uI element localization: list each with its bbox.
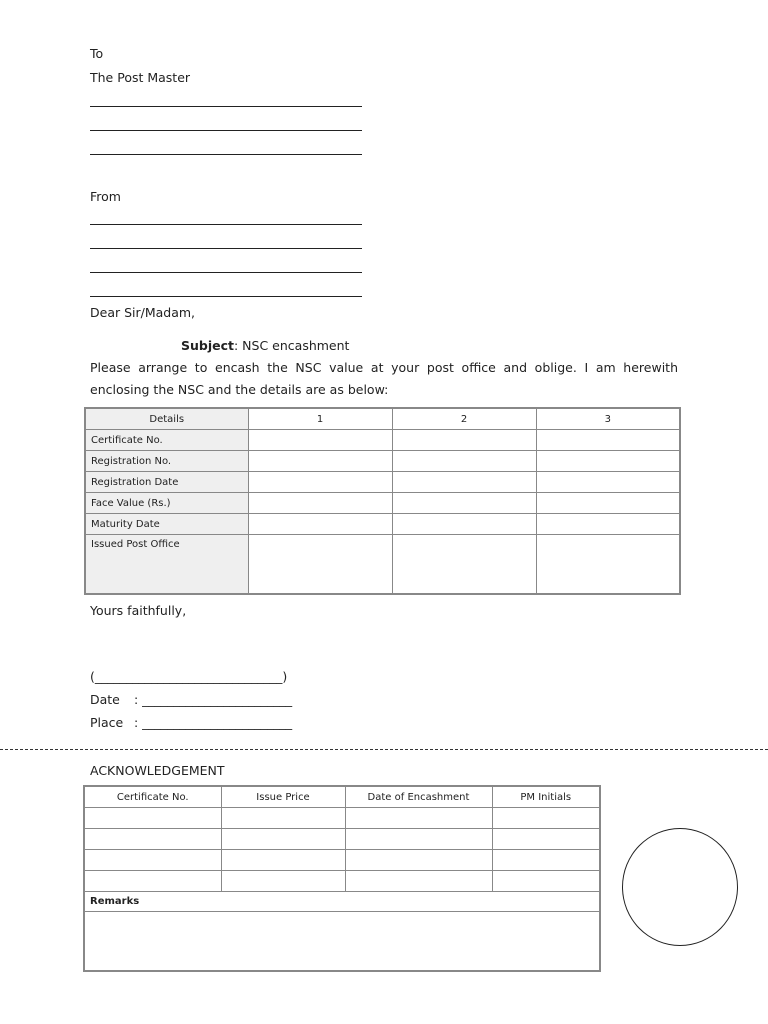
entry-cell[interactable] — [248, 514, 392, 535]
table-row — [85, 472, 680, 493]
entry-cell[interactable] — [392, 493, 536, 514]
table-row — [84, 808, 600, 829]
remarks-label: Remarks — [84, 892, 600, 912]
ack-header-cell: Certificate No. — [84, 786, 221, 808]
details-header-cell: Details — [85, 408, 248, 430]
to-address-line-3 — [90, 154, 362, 155]
details-header-cell: 3 — [536, 408, 680, 430]
place-label: Place — [90, 715, 124, 730]
entry-cell[interactable] — [392, 535, 536, 595]
from-address-line-3 — [90, 272, 362, 273]
ack-header-cell: PM Initials — [492, 786, 600, 808]
entry-cell[interactable] — [536, 514, 680, 535]
acknowledgement-table-header — [84, 786, 600, 808]
entry-cell[interactable] — [392, 514, 536, 535]
entry-cell[interactable] — [492, 850, 600, 871]
row-label: Maturity Date — [85, 514, 248, 535]
entry-cell[interactable] — [84, 829, 221, 850]
entry-cell[interactable] — [392, 472, 536, 493]
place-field[interactable]: : ________________________ — [134, 715, 293, 730]
entry-cell[interactable] — [536, 493, 680, 514]
entry-cell[interactable] — [221, 871, 345, 892]
details-table-header — [85, 408, 680, 430]
to-address-line-1 — [90, 106, 362, 107]
entry-cell[interactable] — [492, 808, 600, 829]
entry-cell[interactable] — [392, 451, 536, 472]
table-row — [84, 850, 600, 871]
entry-cell[interactable] — [221, 850, 345, 871]
entry-cell[interactable] — [84, 871, 221, 892]
table-row — [85, 535, 680, 595]
entry-cell[interactable] — [248, 535, 392, 595]
acknowledgement-table — [83, 785, 601, 972]
salutation: Dear Sir/Madam, — [90, 305, 196, 320]
remarks-header-row — [84, 892, 600, 912]
table-row — [84, 829, 600, 850]
entry-cell[interactable] — [492, 871, 600, 892]
details-header-cell: 2 — [392, 408, 536, 430]
entry-cell[interactable] — [536, 535, 680, 595]
table-row — [85, 451, 680, 472]
to-recipient: The Post Master — [90, 70, 191, 85]
row-label: Face Value (Rs.) — [85, 493, 248, 514]
row-label: Certificate No. — [85, 430, 248, 451]
entry-cell[interactable] — [248, 493, 392, 514]
signature-line: (______________________________) — [90, 669, 288, 684]
details-table — [84, 407, 681, 595]
remarks-field[interactable] — [84, 912, 600, 972]
row-label: Registration No. — [85, 451, 248, 472]
entry-cell[interactable] — [392, 430, 536, 451]
from-label: From — [90, 189, 121, 204]
date-field[interactable]: : ________________________ — [134, 692, 293, 707]
row-label: Issued Post Office — [85, 535, 248, 595]
to-label: To — [90, 46, 104, 61]
entry-cell[interactable] — [345, 808, 492, 829]
table-row — [85, 514, 680, 535]
subject-text: : NSC encashment — [234, 338, 350, 353]
entry-cell[interactable] — [345, 850, 492, 871]
ack-header-cell: Date of Encashment — [345, 786, 492, 808]
entry-cell[interactable] — [536, 451, 680, 472]
entry-cell[interactable] — [536, 472, 680, 493]
letter-body: Please arrange to encash the NSC value at your post office and oblige. I am herewith enclosing the NSC and the details are as below: — [90, 360, 678, 397]
entry-cell[interactable] — [345, 829, 492, 850]
table-row — [84, 871, 600, 892]
row-label: Registration Date — [85, 472, 248, 493]
entry-cell[interactable] — [248, 451, 392, 472]
ack-header-cell: Issue Price — [221, 786, 345, 808]
entry-cell[interactable] — [492, 829, 600, 850]
acknowledgement-title: ACKNOWLEDGEMENT — [90, 763, 225, 778]
entry-cell[interactable] — [248, 472, 392, 493]
stamp-circle — [622, 828, 738, 946]
entry-cell[interactable] — [345, 871, 492, 892]
date-label: Date — [90, 692, 120, 707]
from-address-line-1 — [90, 224, 362, 225]
details-header-cell: 1 — [248, 408, 392, 430]
entry-cell[interactable] — [84, 808, 221, 829]
closing: Yours faithfully, — [90, 603, 187, 618]
table-row — [85, 493, 680, 514]
entry-cell[interactable] — [84, 850, 221, 871]
entry-cell[interactable] — [221, 808, 345, 829]
entry-cell[interactable] — [248, 430, 392, 451]
from-address-line-4 — [90, 296, 362, 297]
subject-label: Subject — [181, 338, 234, 353]
to-address-line-2 — [90, 130, 362, 131]
table-row — [85, 430, 680, 451]
entry-cell[interactable] — [536, 430, 680, 451]
entry-cell[interactable] — [221, 829, 345, 850]
subject-line — [181, 338, 349, 353]
remarks-row — [84, 912, 600, 972]
from-address-line-2 — [90, 248, 362, 249]
cut-line — [0, 749, 768, 750]
